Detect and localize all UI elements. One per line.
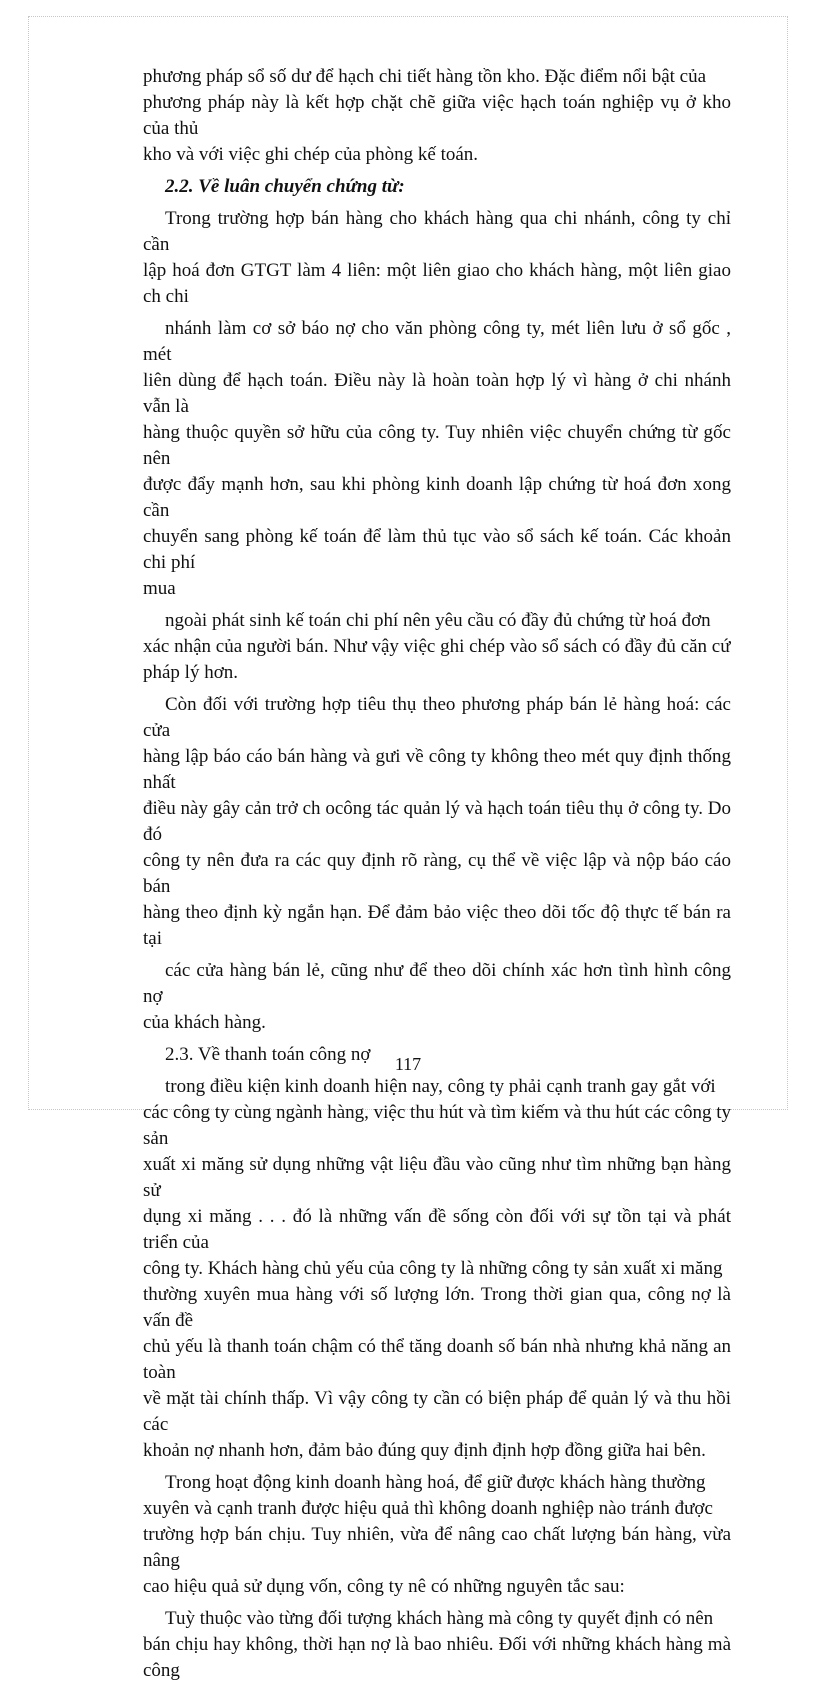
- paragraph-branch-sales: Trong trường hợp bán hàng cho khách hàng qua chi nhánh, công ty chỉ cần lập hoá đơn GTGT làm 4 liên: một liên giao cho khách hàng, một liên giao ch chi: [143, 208, 731, 307]
- paragraph-retail-stores: các cửa hàng bán lẻ, cũng như để theo dõi chính xác hơn tình hình công nợ của khách hàng.: [143, 960, 731, 1033]
- page-body: [143, 64, 731, 1690]
- paragraph-external-costs: ngoài phát sinh kế toán chi phí nên yêu cầu có đầy đủ chứng từ hoá đơn xác nhận của người bán. Như vậy việc ghi chép vào sổ sách có đầy đủ căn cứ pháp lý hơn.: [143, 610, 731, 683]
- paragraph-retail-reports: Còn đối với trường hợp tiêu thụ theo phương pháp bán lẻ hàng hoá: các cửa hàng lập báo cáo bán hàng và gưi về công ty không theo mét quy định thống nhất điều này gây cản trở ch ocông tác quản lý và hạch toán tiêu thụ ở công ty. Do đó công ty nên đưa ra các quy định rõ ràng, cụ thể về việc lập và nộp báo cáo bán hàng theo định kỳ ngắn hạn. Để đảm bảo việc theo dõi tốc độ thực tế bán ra tại: [143, 694, 731, 949]
- paragraph-business-conditions: trong điều kiện kinh doanh hiện nay, công ty phải cạnh tranh gay gắt với các công ty cùng ngành hàng, việc thu hút và tìm kiếm và thu hút các công ty sản xuất xi măng sử dụng những vật liệu đầu vào cũng như tìm những bạn hàng sử dụng xi măng . . . đó là những vấn đề sống còn đối với sự tồn tại và phát triển của công ty. Khách hàng chủ yếu của công ty là những công ty sản xuất xi măng thường xuyên mua hàng với số lượng lớn. Trong thời gian qua, công nợ là vấn đề chủ yếu là thanh toán chậm có thể tăng doanh số bán nhà nhưng khả năng an toàn về mặt tài chính thấp. Vì vậy công ty cần có biện pháp để quản lý và thu hồi các khoản nợ nhanh hơn, đảm bảo đúng quy định định hợp đồng giữa hai bên.: [143, 1076, 731, 1461]
- paragraph-credit-sales: Trong hoạt động kinh doanh hàng hoá, để giữ được khách hàng thường xuyên và cạnh tranh được hiệu quả thì không doanh nghiệp nào tránh được trường hợp bán chịu. Tuy nhiên, vừa để nâng cao chất lượng bán hàng, vừa nâng cao hiệu quả sử dụng vốn, công ty nê có những nguyên tắc sau:: [143, 1472, 731, 1597]
- paragraph-invoice-copies: nhánh làm cơ sở báo nợ cho văn phòng công ty, mét liên lưu ở sổ gốc , mét liên dùng để hạch toán. Điều này là hoàn toàn hợp lý vì hàng ở chi nhánh vẫn là hàng thuộc quyền sở hữu của công ty. Tuy nhiên việc chuyển chứng từ gốc nên được đẩy mạnh hơn, sau khi phòng kinh doanh lập chứng từ hoá đơn xong cần chuyển sang phòng kế toán để làm thủ tục vào sổ sách kế toán. Các khoản chi phí mua: [143, 318, 731, 599]
- page-number: 117: [394, 1054, 422, 1074]
- section-heading-2-2: 2.2. Về luân chuyển chứng từ:: [165, 176, 405, 197]
- paragraph-intro: phương pháp sổ số dư để hạch chi tiết hàng tồn kho. Đặc điểm nổi bật của phương pháp này là kết hợp chặt chẽ giữa việc hạch toán nghiệp vụ ở kho của thủ kho và với việc ghi chép của phòng kế toán.: [143, 66, 731, 165]
- paragraph-customer-policy: Tuỳ thuộc vào từng đối tượng khách hàng mà công ty quyết định có nên bán chịu hay không, thời hạn nợ là bao nhiêu. Đối với những khách hàng mà công: [143, 1608, 731, 1681]
- section-heading-2-3: 2.3. Về thanh toán công nợ: [165, 1044, 371, 1065]
